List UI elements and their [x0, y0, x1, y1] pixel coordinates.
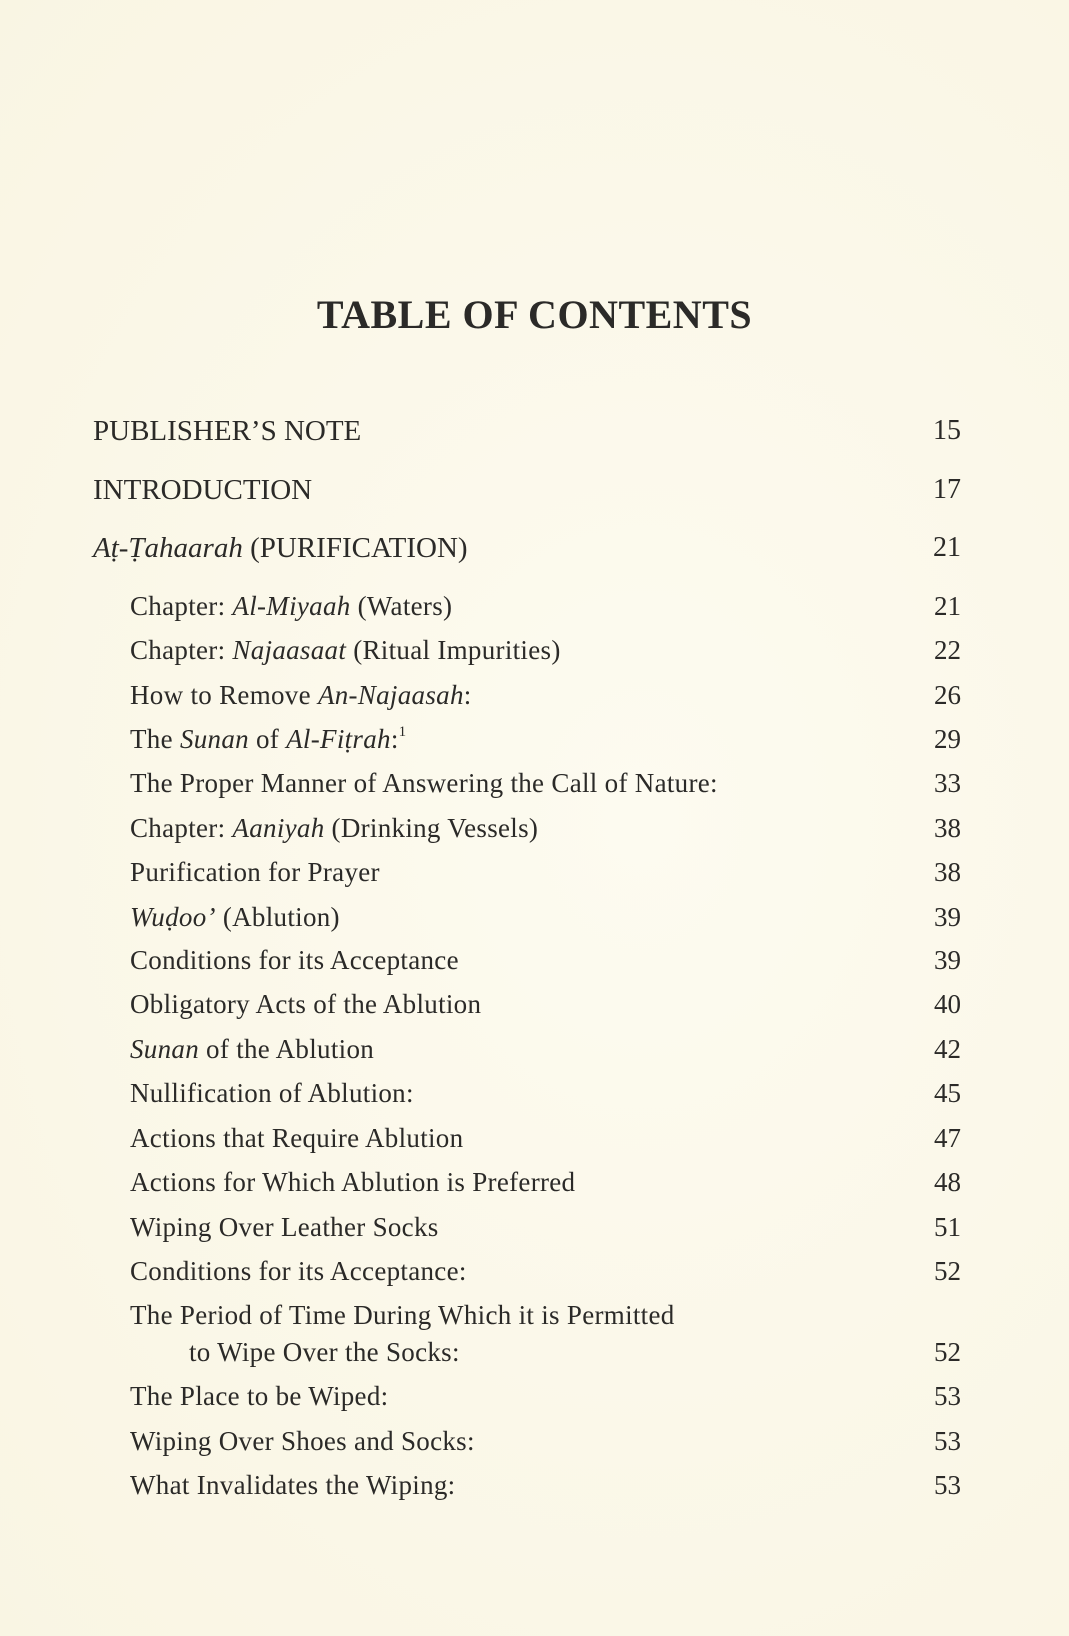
toc-page-number: 38	[934, 857, 961, 887]
title-segment: PUBLISHER’S NOTE	[93, 415, 362, 447]
toc-page-number: 47	[934, 1123, 961, 1153]
toc-entry	[0, 852, 1069, 892]
title-segment: of the Ablution	[199, 1034, 375, 1064]
toc-entry	[0, 470, 1069, 510]
toc-page-number: 51	[934, 1212, 961, 1242]
toc-entry	[0, 1162, 1069, 1202]
toc-entry-title	[130, 1376, 388, 1416]
toc-page-number: 26	[934, 680, 961, 710]
toc-entry	[0, 411, 1069, 451]
toc-page-number: 22	[934, 635, 961, 665]
title-segment: Obligatory Acts of the Ablution	[130, 989, 482, 1019]
title-segment: Chapter:	[130, 635, 233, 665]
title-segment: How to Remove	[130, 680, 318, 710]
title-segment: Conditions for its Acceptance	[130, 945, 459, 975]
toc-entry	[0, 1332, 1069, 1372]
toc-entry-title	[130, 586, 452, 626]
toc-entry	[0, 630, 1069, 670]
title-segment: Wiping Over Shoes and Socks:	[130, 1426, 475, 1456]
toc-entry-title	[130, 1465, 455, 1505]
toc-page-number: 39	[934, 945, 961, 975]
toc-entry-title	[130, 852, 380, 892]
title-segment: (Waters)	[350, 591, 453, 621]
toc-entry-title	[130, 808, 538, 848]
toc-page-number: 53	[934, 1426, 961, 1456]
title-segment: Al-Fiṭrah	[286, 724, 391, 754]
toc-page-number: 53	[934, 1470, 961, 1500]
title-segment: Aṭ-Ṭahaarah	[93, 532, 243, 564]
toc-entry-title	[130, 719, 406, 759]
title-segment: Aaniyah	[232, 813, 325, 843]
title-segment: INTRODUCTION	[93, 474, 313, 506]
toc-entry-title	[130, 1118, 463, 1158]
toc-entry	[0, 719, 1069, 759]
toc-entry	[0, 675, 1069, 715]
title-segment: Wuḍoo’	[130, 902, 216, 932]
toc-entry	[0, 763, 1069, 803]
title-segment: Al-Miyaah	[232, 591, 351, 621]
toc-page-number: 53	[934, 1381, 961, 1411]
title-segment: Conditions for its Acceptance:	[130, 1256, 467, 1286]
title-segment: Actions for Which Ablution is Preferred	[130, 1167, 576, 1197]
title-segment: Sunan	[179, 724, 249, 754]
toc-entry-title	[130, 1029, 374, 1069]
title-segment: The	[130, 724, 180, 754]
toc-page-number: 33	[934, 768, 961, 798]
toc-entry-title	[130, 1207, 439, 1247]
toc-entry-title	[130, 1295, 675, 1335]
toc-entry	[0, 1376, 1069, 1416]
title-segment: (Ablution)	[215, 902, 340, 932]
toc-entry-title	[130, 763, 718, 803]
title-segment: :	[390, 724, 399, 754]
toc-page-number: 21	[933, 532, 961, 563]
title-segment: Chapter:	[130, 813, 233, 843]
toc-entry-title	[130, 984, 481, 1024]
toc-entry	[0, 1251, 1069, 1291]
toc-entry	[0, 586, 1069, 626]
toc-entry	[0, 1073, 1069, 1113]
title-segment: Najaasaat	[232, 635, 347, 665]
title-segment: (PURIFICATION)	[242, 532, 468, 564]
toc-entry-title	[93, 528, 468, 568]
title-segment: :	[463, 680, 472, 710]
toc-entry	[0, 1029, 1069, 1069]
title-segment: Actions that Require Ablution	[130, 1123, 464, 1153]
title-segment: Chapter:	[130, 591, 233, 621]
toc-page-number: 52	[934, 1256, 961, 1286]
toc-page-number: 40	[934, 989, 961, 1019]
toc-page-number: 42	[934, 1034, 961, 1064]
toc-entry-title	[130, 897, 340, 937]
title-segment: The Place to be Wiped:	[130, 1381, 389, 1411]
title-segment: (Ritual Impurities)	[346, 635, 561, 665]
title-segment: Sunan	[130, 1034, 199, 1064]
toc-page-number: 38	[934, 813, 961, 843]
title-segment: Wiping Over Leather Socks	[130, 1212, 439, 1242]
toc-page-number: 48	[934, 1167, 961, 1197]
toc-page-number: 45	[934, 1078, 961, 1108]
toc-entry	[0, 940, 1069, 980]
toc-entry-title	[130, 630, 561, 670]
title-segment: The Period of Time During Which it is Permitted	[130, 1300, 675, 1330]
toc-entry	[0, 808, 1069, 848]
toc-page-number: 52	[934, 1337, 961, 1367]
toc-entry	[0, 1207, 1069, 1247]
toc-entry	[0, 1118, 1069, 1158]
toc-entry-title	[130, 1421, 475, 1461]
toc-page-number: 15	[933, 415, 961, 446]
toc-entry	[0, 1465, 1069, 1505]
toc-entry-title-continuation: to Wipe Over the Socks:	[189, 1337, 460, 1367]
page-title: TABLE OF CONTENTS	[316, 292, 753, 337]
toc-entry-title	[130, 1162, 575, 1202]
toc-entry	[0, 528, 1069, 568]
toc-page-number: 29	[934, 724, 961, 754]
title-segment: (Drinking Vessels)	[324, 813, 539, 843]
toc-page-number: 39	[934, 902, 961, 932]
toc-entry-title	[130, 1251, 467, 1291]
title-segment: Purification for Prayer	[130, 857, 380, 887]
toc-entry	[0, 897, 1069, 937]
title-segment: of	[248, 724, 287, 754]
title-segment: Nullification of Ablution:	[130, 1078, 414, 1108]
footnote-marker: 1	[398, 724, 407, 740]
title-segment: An-Najaasah	[317, 680, 464, 710]
toc-entry-title	[130, 940, 459, 980]
toc-page-number: 21	[934, 591, 961, 621]
title-segment: What Invalidates the Wiping:	[130, 1470, 456, 1500]
toc-entry-title	[93, 411, 361, 451]
toc-entry	[0, 1295, 1069, 1335]
toc-entry-title	[130, 1073, 414, 1113]
toc-entry-title	[130, 675, 472, 715]
toc-entry	[0, 984, 1069, 1024]
toc-entry	[0, 1421, 1069, 1461]
title-segment: The Proper Manner of Answering the Call of Nature:	[130, 768, 718, 798]
toc-entry-title	[93, 470, 312, 510]
toc-page-number: 17	[933, 474, 961, 505]
